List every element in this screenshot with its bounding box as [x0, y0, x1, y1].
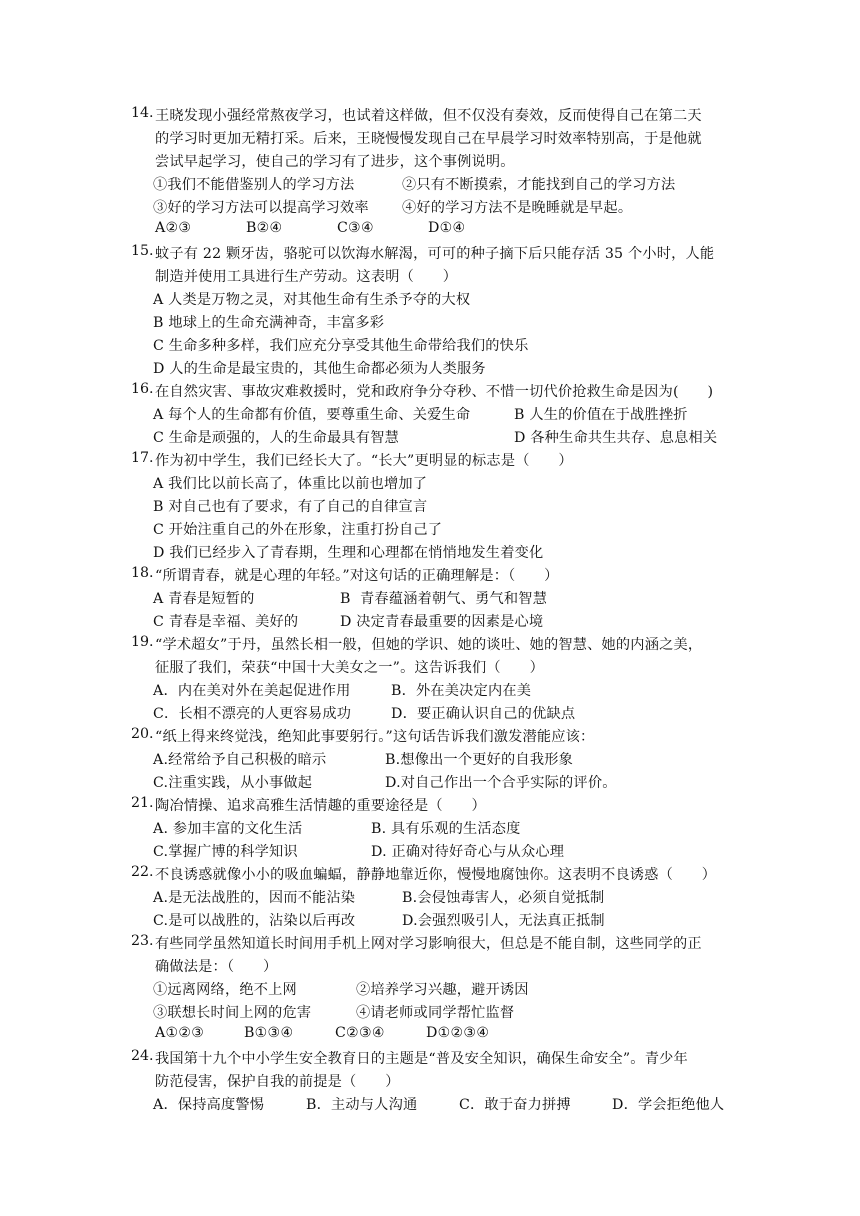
option: A.是无法战胜的，因而不能沾染 — [153, 890, 356, 906]
option: A 我们比以前长高了，体重比以前也增加了 — [153, 476, 428, 492]
question-number: 16. — [131, 381, 154, 397]
question-stem-line: 我国第十九个中小学生安全教育日的主题是“普及安全知识，确保生命安全”。青少年 — [155, 1051, 688, 1067]
option: A．内在美对外在美起促进作用 — [153, 683, 351, 699]
option: B.想像出一个更好的自我形象 — [385, 752, 573, 768]
option: A 每个人的生命都有价值，要尊重生命、关爱生命 — [153, 407, 471, 423]
option: ③联想长时间上网的危害 — [153, 1005, 312, 1021]
question-number: 15. — [131, 243, 154, 259]
option: D 决定青春最重要的因素是心境 — [340, 614, 544, 630]
option: D.会强烈吸引人，无法真正抵制 — [402, 913, 605, 929]
option: D①④ — [428, 220, 466, 236]
question-stem-line: 王晓发现小强经常熬夜学习，也试着这样做，但不仅没有奏效，反而使得自己在第二天 — [155, 108, 702, 124]
option: C 青春是幸福、美好的 — [153, 614, 299, 630]
option: D．要正确认识自己的优缺点 — [391, 706, 576, 722]
option: B 地球上的生命充满神奇，丰富多彩 — [153, 315, 385, 331]
option: B②④ — [246, 220, 283, 236]
question-stem-line: 有些同学虽然知道长时间用手机上网对学习影响很大，但总是不能自制，这些同学的正 — [155, 936, 702, 952]
option: C②③④ — [335, 1025, 385, 1041]
option: C.掌握广博的科学知识 — [153, 844, 298, 860]
option: C 生命是顽强的，人的生命最具有智慧 — [153, 430, 399, 446]
question-stem-line: 蚊子有 22 颗牙齿，骆驼可以饮海水解渴，可可的种子摘下后只能存活 35 个小时，人能 — [155, 246, 715, 262]
option: ①我们不能借鉴别人的学习方法 — [153, 177, 355, 193]
question-stem-line: 防范侵害，保护自我的前提是（ ） — [155, 1074, 400, 1090]
option: D 人的生命是最宝贵的，其他生命都必须为人类服务 — [153, 361, 486, 377]
option: C．长相不漂亮的人更容易成功 — [153, 706, 352, 722]
question-stem-line: 确做法是：（ ） — [155, 959, 278, 975]
question-stem-line: 尝试早起学习，使自己的学习有了进步，这个事例说明。 — [155, 154, 515, 170]
option: B 青春蕴涵着朝气、勇气和智慧 — [340, 591, 548, 607]
question-number: 22. — [131, 864, 154, 880]
option: C③④ — [337, 220, 374, 236]
option: B. 具有乐观的生活态度 — [371, 821, 521, 837]
question-stem-line: “学术超女”于丹，虽然长相一般，但她的学识、她的谈吐、她的智慧、她的内涵之美， — [155, 637, 703, 653]
question-stem-line: 作为初中学生，我们已经长大了。“长大”更明显的标志是（ ） — [155, 453, 573, 469]
question-number: 21. — [131, 795, 154, 811]
option: B 人生的价值在于战胜挫折 — [514, 407, 688, 423]
question-stem-line: 在自然灾害、事故灾难救援时，党和政府争分夺秒、不惜一切代价抢救生命是因为( ) — [155, 384, 714, 400]
option: C．敢于奋力拼搏 — [459, 1097, 571, 1113]
question-stem-line: “所谓青春，就是心理的年轻。”对这句话的正确理解是：（ ） — [155, 568, 559, 584]
question-number: 23. — [131, 933, 154, 949]
option: D．学会拒绝他人 — [612, 1097, 725, 1113]
option: B.会侵蚀毒害人，必须自觉抵制 — [402, 890, 605, 906]
option: B．主动与人沟通 — [306, 1097, 418, 1113]
question-stem-line: 征服了我们，荣获“中国十大美女之一”。这告诉我们（ ） — [155, 660, 544, 676]
option: A 人类是万物之灵，对其他生命有生杀予夺的大权 — [153, 292, 471, 308]
question-number: 17. — [131, 450, 154, 466]
option: D. 正确对待好奇心与从众心理 — [371, 844, 565, 860]
option: B①③④ — [244, 1025, 294, 1041]
question-number: 24. — [131, 1048, 154, 1064]
question-stem-line: “纸上得来终觉浅，绝知此事要躬行。”这句话告诉我们激发潜能应该： — [155, 729, 595, 745]
option: C 生命多种多样，我们应充分享受其他生命带给我们的快乐 — [153, 338, 529, 354]
option: ④请老师或同学帮忙监督 — [356, 1005, 515, 1021]
option: ①远离网络，绝不上网 — [153, 982, 297, 998]
option: A②③ — [155, 220, 192, 236]
option: D.对自己作出一个合乎实际的评价。 — [385, 775, 617, 791]
question-stem-line: 制造并使用工具进行生产劳动。这表明（ ） — [155, 269, 458, 285]
option: A.经常给予自己积极的暗示 — [153, 752, 327, 768]
option: A①②③ — [155, 1025, 205, 1041]
option: A 青春是短暂的 — [153, 591, 255, 607]
option: D 我们已经步入了青春期，生理和心理都在悄悄地发生着变化 — [153, 545, 544, 561]
option: ②只有不断摸索，才能找到自己的学习方法 — [402, 177, 676, 193]
question-stem-line: 不良诱惑就像小小的吸血蝙蝠，静静地靠近你，慢慢地腐蚀你。这表明不良诱惑（ ） — [155, 867, 717, 883]
option: B．外在美决定内在美 — [391, 683, 532, 699]
option: ③好的学习方法可以提高学习效率 — [153, 200, 369, 216]
option: C.是可以战胜的，沾染以后再改 — [153, 913, 356, 929]
option: C.注重实践，从小事做起 — [153, 775, 313, 791]
question-number: 14. — [131, 105, 154, 121]
option: C 开始注重自己的外在形象，注重打扮自己了 — [153, 522, 443, 538]
option: D①②③④ — [426, 1025, 490, 1041]
question-stem-line: 的学习时更加无精打采。后来，王晓慢慢发现自己在早晨学习时效率特别高，于是他就 — [155, 131, 702, 147]
option: A. 参加丰富的文化生活 — [153, 821, 303, 837]
question-number: 19. — [131, 634, 154, 650]
question-number: 18. — [131, 565, 154, 581]
option: A．保持高度警惕 — [153, 1097, 265, 1113]
question-number: 20. — [131, 726, 154, 742]
question-stem-line: 陶冶情操、追求高雅生活情趣的重要途径是（ ） — [155, 798, 486, 814]
option: ②培养学习兴趣，避开诱因 — [356, 982, 529, 998]
option: ④好的学习方法不是晚睡就是早起。 — [402, 200, 633, 216]
option: B 对自己也有了要求，有了自己的自律宣言 — [153, 499, 428, 515]
option: D 各种生命共生共存、息息相关 — [514, 430, 718, 446]
